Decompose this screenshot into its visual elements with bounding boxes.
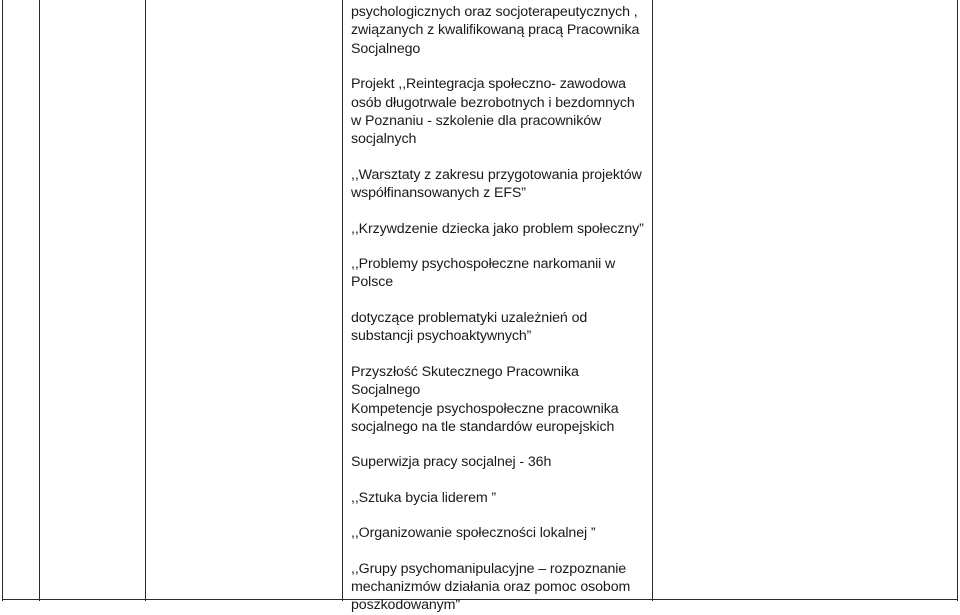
paragraph-qualification: psychologicznych oraz socjoterapeutycznych , związanych z kwalifikowaną pracą Pracownika Socjalnego [351, 4, 640, 57]
paragraph-drug-addiction: ,,Problemy psychospołeczne narkomanii w Polsce [351, 256, 616, 291]
paragraph-community-organizing: ,,Organizowanie społeczności lokalnej ” [351, 525, 596, 542]
table-divider-1 [39, 0, 40, 601]
table-divider-2 [145, 0, 146, 601]
table-divider-4 [652, 0, 653, 601]
paragraph-supervision: Superwizja pracy socjalnej - 36h [351, 454, 552, 471]
paragraph-child-abuse: ,,Krzywdzenie dziecka jako problem społeczny” [351, 220, 644, 237]
table-divider-3 [342, 0, 343, 601]
training-list-cell [351, 3, 651, 615]
paragraph-efs-workshops: ,,Warsztaty z zakresu przygotowania projektów współfinansowanych z EFS” [351, 166, 642, 202]
paragraph-reintegration-project: Projekt ,,Reintegracja społeczno- zawodowa osób długotrwale bezrobotnych i bezdomnych w Poznaniu - szkolenie dla pracowników socjalnych [351, 76, 635, 148]
paragraph-psychomanipulative-groups: ,,Grupy psychomanipulacyjne – rozpoznanie mechanizmów działania oraz pomoc osobom poszkodowanym” [351, 560, 631, 614]
table-border-right [957, 0, 958, 601]
paragraph-leadership: ,,Sztuka bycia liderem ” [351, 489, 497, 506]
paragraph-future-social-worker: Przyszłość Skutecznego Pracownika Socjalnego Kompetencje psychospołeczne pracownika socjalnego na tle standardów europejskich [351, 363, 619, 435]
table-border-left [2, 0, 3, 601]
paragraph-psychoactive-substances: dotyczące problematyki uzależnień od substancji psychoaktywnych” [351, 309, 588, 345]
